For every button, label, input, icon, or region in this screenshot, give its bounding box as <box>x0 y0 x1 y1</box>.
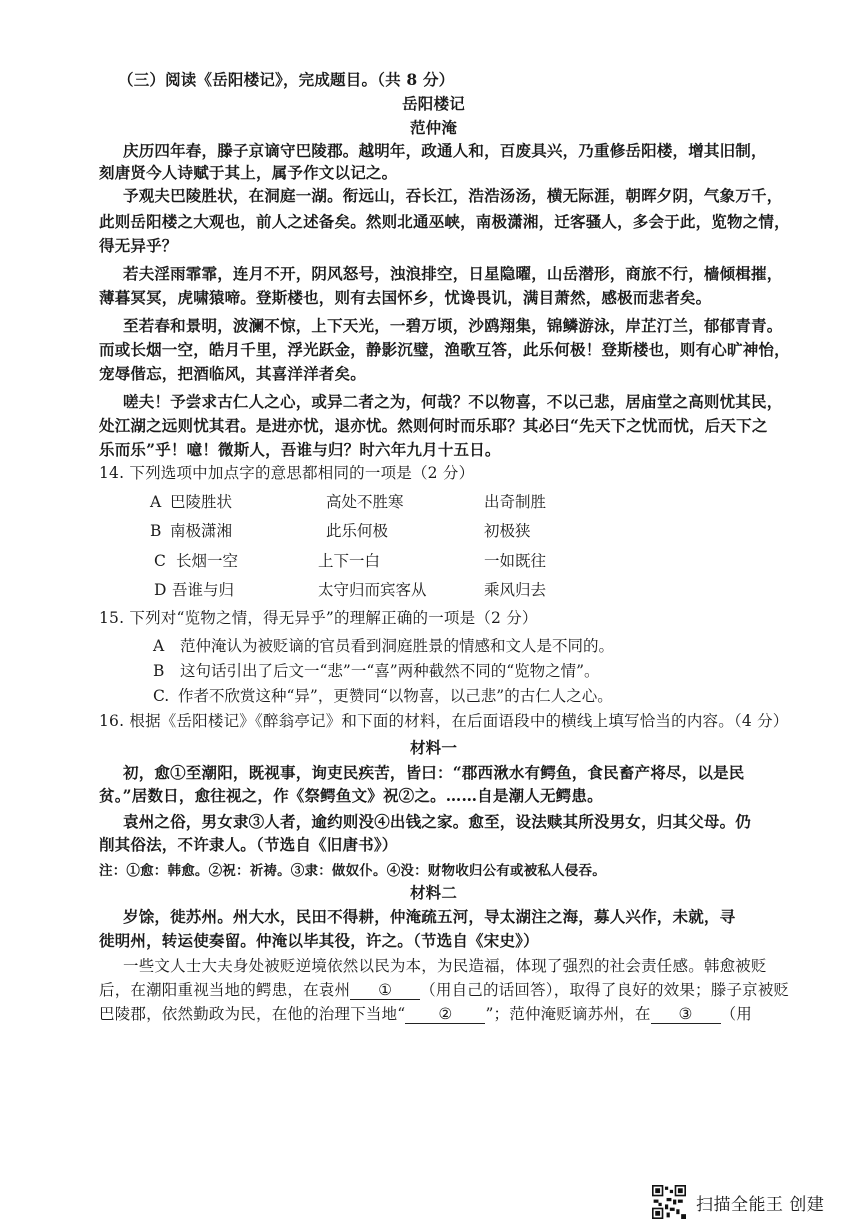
q15-stem: 15. 下列对“览物之情，得无异乎”的理解正确的一项是（2 分） <box>99 609 538 627</box>
passage-line: 予观夫巴陵胜状，在洞庭一湖。衔远山，吞长江，浩浩汤汤，横无际涯，朝晖夕阴，气象万千， <box>123 186 783 205</box>
passage-line: 庆历四年春，滕子京谪守巴陵郡。越明年，政通人和，百废具兴，乃重修岳阳楼，增其旧制， <box>123 141 767 160</box>
option-text: 巴陵胜状 <box>170 493 233 511</box>
paragraph-text: （用 <box>720 1005 752 1023</box>
option-text: 高处不胜寒 <box>326 493 404 511</box>
answer-blank-1[interactable]: ① <box>350 980 420 1000</box>
passage-title: 岳阳楼记 <box>402 94 465 113</box>
option-text: 一如既往 <box>484 552 547 570</box>
material-one-title: 材料一 <box>409 738 458 757</box>
fill-paragraph-line: 一些文人士大夫身处被贬逆境依然以民为本，为民造福，体现了强烈的社会责任感。韩愈被贬 <box>123 957 767 975</box>
paragraph-text: 巴陵郡，依然勤政为民，在他的治理下当地“ <box>99 1005 406 1023</box>
paragraph-text: （用自己的话回答），取得了良好的效果；滕子京被贬 <box>420 981 790 999</box>
passage-line: 处江湖之远则忧其君。是进亦忧，退亦忧。然则何时而乐耶？其必曰“先天下之忧而忧，后天下之 <box>99 416 768 435</box>
passage-author: 范仲淹 <box>409 118 458 137</box>
option-letter: A <box>150 493 162 511</box>
option-text: 吾谁与归 <box>172 581 235 599</box>
option-text: 长烟一空 <box>176 552 239 570</box>
option-letter: C <box>154 552 166 570</box>
scanner-brand-label: 扫描全能王 创建 <box>696 1194 825 1215</box>
section-heading: （三）阅读《岳阳楼记》，完成题目。（共 8 分） <box>118 70 455 89</box>
material-line: 徙明州，转运使奏留。仲淹以毕其役，许之。（节选自《宋史》） <box>99 931 539 950</box>
option-text: 南极潇湘 <box>170 522 233 540</box>
option-text: 初极狭 <box>484 522 531 540</box>
footnotes: 注：①愈：韩愈。②祝：祈祷。③隶：做奴仆。④没：财物收归公有或被私人侵吞。 <box>99 863 606 879</box>
option-text: 这句话引出了后文一“悲”一“喜”两种截然不同的“览物之情”。 <box>180 662 600 680</box>
option-letter: D <box>154 581 167 599</box>
paragraph-text: 后，在潮阳重视当地的鳄患，在袁州 <box>99 981 351 999</box>
option-text: 乘风归去 <box>484 581 547 599</box>
passage-line: 乐而乐”乎！噫！微斯人，吾谁与归？时六年九月十五日。 <box>99 440 501 459</box>
answer-blank-3[interactable]: ③ <box>651 1004 721 1024</box>
material-two-title: 材料二 <box>409 883 458 902</box>
scanner-watermark <box>652 1185 824 1219</box>
passage-line: 得无异乎？ <box>99 236 178 255</box>
passage-line: 刻唐贤今人诗赋于其上，属予作文以记之。 <box>99 163 398 182</box>
option-letter: B <box>153 662 165 680</box>
passage-line: 若夫淫雨霏霏，连月不开，阴风怒号，浊浪排空，日星隐曜，山岳潜形，商旅不行，樯倾楫摧， <box>123 264 783 283</box>
q16-stem: 16. 根据《岳阳楼记》《醉翁亭记》和下面的材料，在后面语段中的横线上填写恰当的内容。（4 分） <box>99 712 789 730</box>
passage-line: 薄暮冥冥，虎啸猿啼。登斯楼也，则有去国怀乡，忧谗畏讥，满目萧然，感极而悲者矣。 <box>99 288 712 307</box>
material-line: 贫。”居数日，愈往视之，作《祭鳄鱼文》祝②之。……自是潮人无鳄患。 <box>99 786 603 805</box>
option-text: 作者不欣赏这种“异”，更赞同“以物喜，以己悲”的古仁人之心。 <box>178 687 613 705</box>
option-letter: A <box>153 637 165 655</box>
option-text: 此乐何极 <box>326 522 389 540</box>
material-line: 初，愈①至潮阳，既视事，询吏民疾苦，皆曰：“郡西湫水有鳄鱼，食民畜产将尽，以是民 <box>123 763 745 782</box>
qr-code-icon <box>652 1185 686 1219</box>
passage-line: 宠辱偕忘，把酒临风，其喜洋洋者矣。 <box>99 364 366 383</box>
option-text: 出奇制胜 <box>484 493 547 511</box>
answer-blank-2[interactable]: ② <box>405 1004 485 1024</box>
material-line: 削其俗法，不许隶人。（节选自《旧唐书》） <box>99 835 398 854</box>
option-letter: B <box>150 522 162 540</box>
paragraph-text: ”；范仲淹贬谪苏州，在 <box>485 1005 651 1023</box>
fill-paragraph-line <box>99 1004 752 1024</box>
passage-line: 此则岳阳楼之大观也，前人之述备矣。然则北通巫峡，南极潇湘，迁客骚人，多会于此，览物之情， <box>99 212 790 231</box>
option-letter: C. <box>153 687 170 705</box>
passage-line: 至若春和景明，波澜不惊，上下天光，一碧万顷，沙鸥翔集，锦鳞游泳，岸芷汀兰，郁郁青青。 <box>123 316 783 335</box>
option-text: 上下一白 <box>318 552 381 570</box>
option-text: 范仲淹认为被贬谪的官员看到洞庭胜景的情感和文人是不同的。 <box>180 637 615 655</box>
option-text: 太守归而宾客从 <box>318 581 427 599</box>
passage-line: 嗟夫！予尝求古仁人之心，或异二者之为，何哉？不以物喜，不以己悲，居庙堂之高则忧其民， <box>123 392 783 411</box>
fill-paragraph-line <box>99 980 789 1000</box>
q14-stem: 14. 下列选项中加点字的意思都相同的一项是（2 分） <box>99 464 475 482</box>
material-line: 袁州之俗，男女隶③人者，逾约则没④出钱之家。愈至，设法赎其所没男女，归其父母。仍 <box>123 812 752 831</box>
material-line: 岁馀，徙苏州。州大水，民田不得耕，仲淹疏五河，导太湖注之海，募人兴作，未就，寻 <box>123 907 736 926</box>
passage-line: 而或长烟一空，皓月千里，浮光跃金，静影沉璧，渔歌互答，此乐何极！登斯楼也，则有心旷神怡， <box>99 340 790 359</box>
